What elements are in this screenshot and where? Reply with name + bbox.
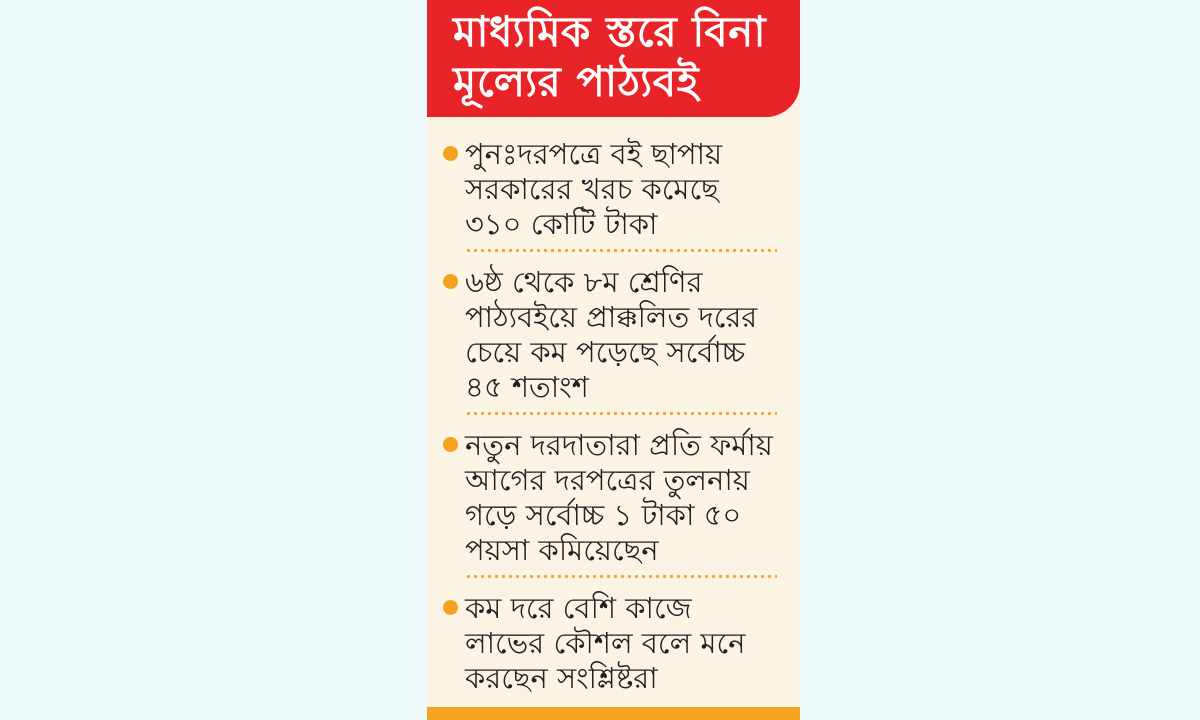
bullet-text: পুনঃদরপত্রে বই ছাপায় সরকারের খরচ কমেছে ৩১০ কোটি টাকা (465, 137, 723, 241)
info-card (427, 0, 800, 720)
footer-bar (427, 707, 800, 720)
list-item (427, 428, 800, 568)
bullet-icon (443, 437, 458, 452)
bullet-icon (443, 146, 458, 161)
bullet-text: নতুন দরদাতারা প্রতি ফর্মায় আগের দরপত্রের তুলনায় গড়ে সর্বোচ্চ ১ টাকা ৫০ পয়সা কমিয়েছেন (465, 428, 773, 567)
bullet-list (427, 117, 800, 696)
dotted-separator (465, 412, 777, 415)
bullet-text: কম দরে বেশি কাজে লাভের কৌশল বলে মনে করছেন সংশ্লিষ্টরা (465, 591, 746, 695)
dotted-separator (465, 575, 777, 578)
bullet-text: ৬ষ্ঠ থেকে ৮ম শ্রেণির পাঠ্যবইয়ে প্রাক্কলিত দরের চেয়ে কম পড়েছে সর্বোচ্চ ৪৫ শতাংশ (465, 265, 758, 404)
bullet-icon (443, 600, 458, 615)
header-title-line1: মাধ্যমিক স্তরে বিনা (453, 7, 767, 56)
header-title-line2: মূল্যের পাঠ্যবই (453, 57, 699, 106)
list-item (427, 591, 800, 696)
list-item (427, 265, 800, 405)
bullet-icon (443, 274, 458, 289)
card-header (427, 0, 800, 117)
dotted-separator (465, 249, 777, 252)
list-item (427, 137, 800, 242)
